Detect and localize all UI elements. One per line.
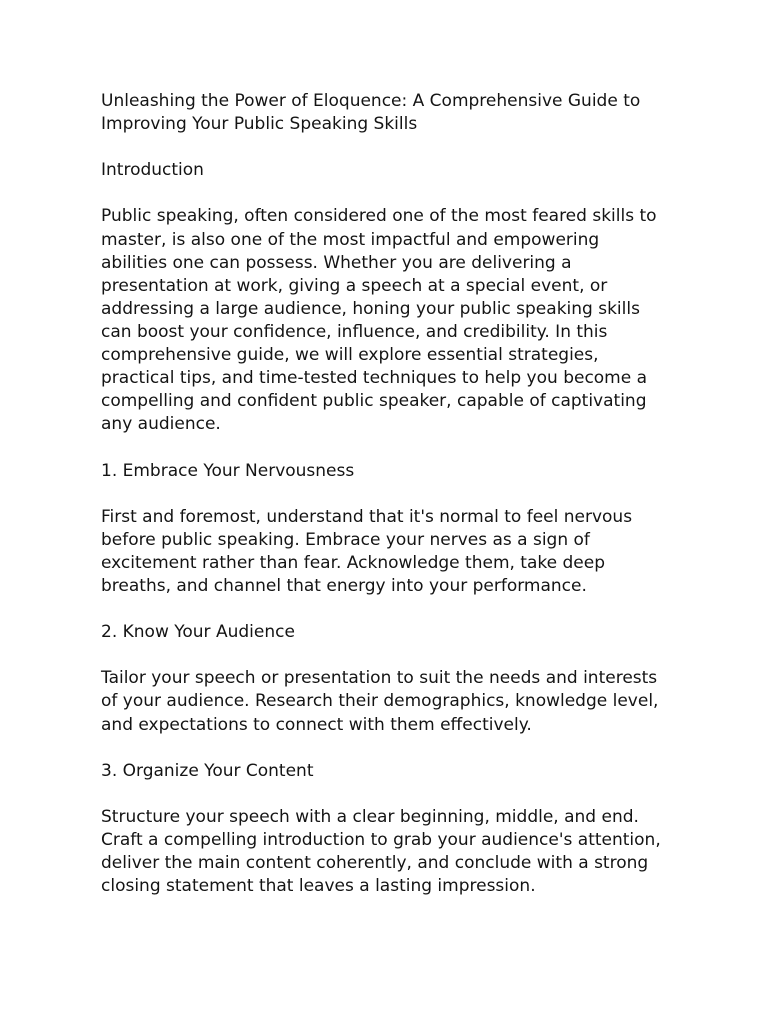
- paragraph-line: addressing a large audience, honing your public speaking skills: [101, 298, 640, 319]
- section-paragraph: [101, 506, 681, 598]
- document-page: [101, 90, 681, 921]
- section-heading: 2. Know Your Audience: [101, 622, 295, 643]
- paragraph-line: practical tips, and time-tested techniques to help you become a: [101, 368, 648, 389]
- paragraph-line: compelling and confident public speaker, capable of captivating: [101, 391, 647, 412]
- section-paragraph: [101, 667, 681, 736]
- paragraph-line: comprehensive guide, we will explore essential strategies,: [101, 345, 599, 366]
- paragraph-line: master, is also one of the most impactful and empowering: [101, 229, 600, 250]
- title-line: Unleashing the Power of Eloquence: A Comprehensive Guide to: [101, 91, 641, 111]
- paragraph-line: any audience.: [101, 414, 221, 435]
- paragraph-line: and expectations to connect with them effectively.: [101, 714, 532, 735]
- introduction-heading: Introduction: [101, 160, 204, 181]
- paragraph-line: Public speaking, often considered one of the most feared skills to: [101, 206, 657, 227]
- section-heading: 3. Organize Your Content: [101, 760, 314, 781]
- paragraph-line: presentation at work, giving a speech at a special event, or: [101, 275, 608, 296]
- paragraph-line: of your audience. Research their demographics, knowledge level,: [101, 691, 659, 712]
- paragraph-line: Structure your speech with a clear beginning, middle, and end.: [101, 806, 639, 827]
- paragraph-line: Tailor your speech or presentation to suit the needs and interests: [101, 668, 658, 689]
- paragraph-line: deliver the main content coherently, and conclude with a strong: [101, 853, 649, 874]
- paragraph-line: Craft a compelling introduction to grab your audience's attention,: [101, 830, 661, 850]
- document-title: [101, 90, 681, 136]
- section-paragraph: [101, 806, 681, 898]
- paragraph-line: excitement rather than fear. Acknowledge them, take deep: [101, 552, 605, 573]
- title-line: Improving Your Public Speaking Skills: [101, 114, 418, 135]
- paragraph-line: First and foremost, understand that it's normal to feel nervous: [101, 506, 633, 527]
- introduction-paragraph: [101, 205, 681, 436]
- paragraph-line: breaths, and channel that energy into your performance.: [101, 575, 587, 596]
- paragraph-line: abilities one can possess. Whether you are delivering a: [101, 252, 572, 273]
- paragraph-line: closing statement that leaves a lasting impression.: [101, 876, 536, 897]
- paragraph-line: before public speaking. Embrace your nerves as a sign of: [101, 529, 590, 550]
- section-heading: 1. Embrace Your Nervousness: [101, 460, 355, 481]
- paragraph-line: can boost your confidence, influence, and credibility. In this: [101, 321, 608, 342]
